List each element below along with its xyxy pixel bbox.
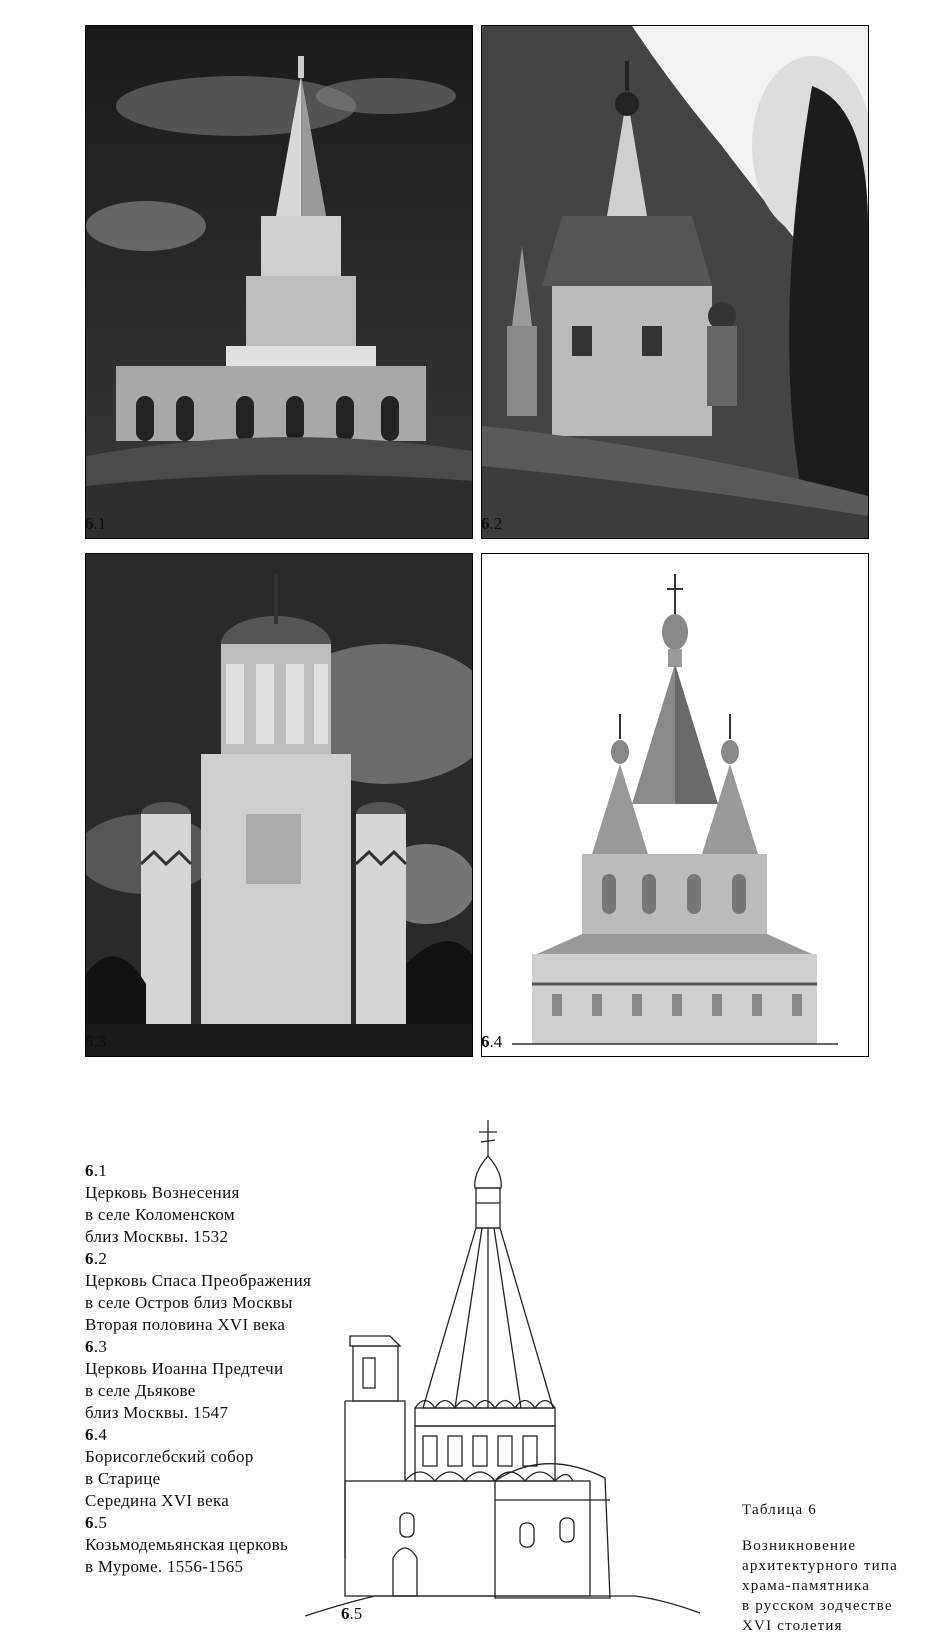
caption-line: в селе Коломенском	[85, 1205, 235, 1224]
table-subtitle-line: архитектурного типа	[742, 1558, 898, 1574]
caption-line: близ Москвы. 1547	[85, 1403, 229, 1422]
figure-label-6-1: 6.1	[85, 514, 107, 533]
caption-number: 6	[85, 1161, 94, 1180]
table-title: Таблица 6	[742, 1502, 817, 1518]
table-info	[742, 1500, 927, 1636]
figure-label-6-4: 6.4	[481, 1032, 503, 1051]
table-subtitle-line: в русском зодчестве	[742, 1598, 893, 1614]
caption-line: Середина XVI века	[85, 1491, 230, 1510]
caption-number: 6	[85, 1337, 94, 1356]
photo-church-john-baptist	[85, 553, 473, 1057]
caption-line: Вторая половина XVI века	[85, 1315, 286, 1334]
caption-6-2: 6.2 Церковь Спаса Преображения в селе Остров близ Москвы Вторая половина XVI века	[85, 1248, 385, 1336]
caption-line: Церковь Вознесения	[85, 1183, 240, 1202]
captions-list	[85, 1160, 385, 1578]
table-subtitle-line: Возникновение	[742, 1538, 857, 1554]
caption-line: в селе Дьякове	[85, 1381, 196, 1400]
caption-6-3: 6.3 Церковь Иоанна Предтечи в селе Дьякове близ Москвы. 1547	[85, 1336, 385, 1424]
table-subtitle-line: XVI столетия	[742, 1618, 843, 1634]
caption-line: близ Москвы. 1532	[85, 1227, 229, 1246]
caption-line: в Муроме. 1556-1565	[85, 1557, 244, 1576]
figure-label-6-5: 6.5	[341, 1604, 363, 1623]
caption-line: Церковь Спаса Преображения	[85, 1271, 312, 1290]
caption-line: Борисоглебский собор	[85, 1447, 254, 1466]
caption-6-5: 6.5 Козьмодемьянская церковь в Муроме. 1556-1565	[85, 1512, 385, 1578]
caption-6-1: 6.1 Церковь Вознесения в селе Коломенском близ Москвы. 1532	[85, 1160, 385, 1248]
caption-line: Церковь Иоанна Предтечи	[85, 1359, 284, 1378]
drawing-borisoglebsky-cathedral	[481, 553, 869, 1057]
caption-line: в Старице	[85, 1469, 161, 1488]
caption-line: Козьмодемьянская церковь	[85, 1535, 289, 1554]
caption-6-4: 6.4 Борисоглебский собор в Старице Середина XVI века	[85, 1424, 385, 1512]
caption-number: 6	[85, 1249, 94, 1268]
figure-label-6-2: 6.2	[481, 514, 503, 533]
caption-number: 6	[85, 1425, 94, 1444]
caption-line: в селе Остров близ Москвы	[85, 1293, 293, 1312]
photo-church-transfiguration	[481, 25, 869, 539]
caption-number: 6	[85, 1513, 94, 1532]
table-subtitle-line: храма-памятника	[742, 1578, 871, 1594]
figure-label-6-3: 6.3	[85, 1032, 107, 1051]
photo-church-ascension	[85, 25, 473, 539]
